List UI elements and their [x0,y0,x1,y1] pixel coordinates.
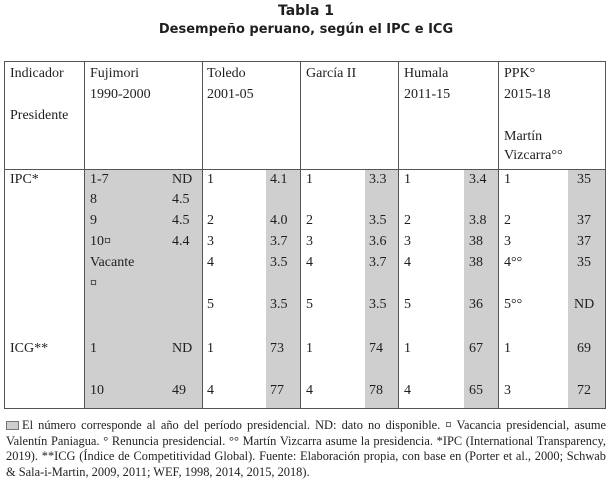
rule-top [4,61,606,62]
garcia-ipc-value: 3.3 [369,172,387,187]
fujimori-ipc-year: ¤ [90,276,97,291]
garcia-icg-year: 4 [306,383,313,398]
fujimori-icg-year: 10 [90,383,104,398]
shade-garcia [365,170,398,408]
toledo-ipc-value: 3.7 [270,234,288,249]
rule-col3 [300,61,301,409]
toledo-ipc-year: 4 [207,255,214,270]
garcia-ipc-year: 5 [306,297,313,312]
humala-ipc-year: 1 [404,172,411,187]
header-humala-name: Humala [404,66,449,81]
shaded-legend-swatch [6,421,19,430]
humala-icg-year: 4 [404,383,411,398]
toledo-icg-year: 4 [207,383,214,398]
ppk-ipc-value: 35 [577,255,591,270]
fujimori-icg-value: 49 [172,383,186,398]
fujimori-ipc-year: Vacante [90,255,135,270]
ppk-icg-year: 1 [504,341,511,356]
humala-icg-value: 65 [469,383,483,398]
garcia-ipc-value: 3.5 [369,213,387,228]
toledo-icg-year: 1 [207,341,214,356]
garcia-ipc-value: 3.5 [369,297,387,312]
header-fujimori-years: 1990-2000 [90,87,151,102]
header-toledo-years: 2001-05 [207,87,254,102]
table-footnote [6,418,606,480]
header-indicator: Indicador [10,66,64,81]
header-garcia-name: García II [306,66,357,81]
garcia-ipc-year: 1 [306,172,313,187]
ppk-ipc-year: 4°° [504,255,523,270]
toledo-icg-value: 73 [270,341,284,356]
fujimori-ipc-value: 4.4 [172,234,190,249]
humala-ipc-value: 3.4 [469,172,487,187]
humala-icg-year: 1 [404,341,411,356]
garcia-ipc-year: 4 [306,255,313,270]
ppk-ipc-year: 5°° [504,297,523,312]
humala-ipc-year: 2 [404,213,411,228]
ppk-ipc-year: 3 [504,234,511,249]
fujimori-ipc-year: 10¤ [90,234,111,249]
garcia-icg-value: 78 [369,383,383,398]
toledo-ipc-year: 1 [207,172,214,187]
rule-col2 [202,61,203,409]
footnote-text: El número corresponde al año del período presidencial. ND: dato no disponible. ¤ Vacancia presidencial, asume Valentín Paniagua. ° Renuncia presidencial. °° Martín Vizcarra asume la presidencia. *IPC (International Transparency, 2019). **ICG (Índice de Competitividad Global). Fuente: Elaboración propia, con base en (Porter et al., 2000; Schwab & Sala-i-Martin, 2009, 2011; WEF, 1998, 2014, 2015, 2018). [6,418,606,479]
garcia-icg-year: 1 [306,341,313,356]
rule-bottom [4,408,606,409]
ppk-ipc-value: ND [574,297,595,312]
fujimori-icg-value: ND [172,341,193,356]
toledo-ipc-year: 2 [207,213,214,228]
toledo-ipc-value: 3.5 [270,255,288,270]
fujimori-ipc-year: 1-7 [90,172,109,187]
table-title: Desempeño peruano, según el IPC e ICG [158,22,454,37]
toledo-ipc-value: 3.5 [270,297,288,312]
humala-ipc-value: 36 [469,297,483,312]
fujimori-ipc-value: 4.5 [172,192,190,207]
ppk-ipc-value: 37 [577,213,591,228]
fujimori-ipc-value: ND [172,172,193,187]
header-toledo-name: Toledo [207,66,246,81]
humala-ipc-year: 4 [404,255,411,270]
toledo-ipc-value: 4.1 [270,172,288,187]
header-ppk-name: PPK° [504,66,536,81]
garcia-ipc-value: 3.7 [369,255,387,270]
header-ppk-years: 2015-18 [504,87,551,102]
fujimori-ipc-year: 9 [90,213,97,228]
ppk-icg-value: 69 [577,341,591,356]
rule-left [4,61,5,409]
rule-header [4,169,606,170]
toledo-ipc-year: 5 [207,297,214,312]
fujimori-ipc-year: 8 [90,192,97,207]
humala-ipc-year: 3 [404,234,411,249]
ppk-ipc-value: 35 [577,172,591,187]
humala-ipc-year: 5 [404,297,411,312]
header-president: Presidente [10,108,69,123]
garcia-ipc-value: 3.6 [369,234,387,249]
shade-humala [464,170,498,408]
row-label-icg: ICG** [10,341,49,356]
humala-ipc-value: 38 [469,234,483,249]
rule-col1 [84,61,85,409]
rule-col5 [498,61,499,409]
header-vizcarra-label: Vizcarra°° [504,148,563,163]
ppk-icg-year: 3 [504,383,511,398]
rule-right [605,61,606,409]
garcia-ipc-year: 2 [306,213,313,228]
ppk-ipc-year: 1 [504,172,511,187]
humala-ipc-value: 38 [469,255,483,270]
row-label-ipc: IPC* [10,172,39,187]
rule-col4 [398,61,399,409]
ppk-icg-value: 72 [577,383,591,398]
shade-ppk [568,170,605,408]
header-fujimori-name: Fujimori [90,66,140,81]
shade-toledo [266,170,300,408]
toledo-icg-value: 77 [270,383,284,398]
fujimori-ipc-value: 4.5 [172,213,190,228]
ppk-ipc-value: 37 [577,234,591,249]
humala-ipc-value: 3.8 [469,213,487,228]
fujimori-icg-year: 1 [90,341,97,356]
garcia-icg-value: 74 [369,341,383,356]
table-number: Tabla 1 [277,3,335,19]
header-vizcarra-name: Martín [504,129,543,144]
garcia-ipc-year: 3 [306,234,313,249]
toledo-ipc-year: 3 [207,234,214,249]
header-humala-years: 2011-15 [404,87,451,102]
toledo-ipc-value: 4.0 [270,213,288,228]
humala-icg-value: 67 [469,341,483,356]
ppk-ipc-year: 2 [504,213,511,228]
